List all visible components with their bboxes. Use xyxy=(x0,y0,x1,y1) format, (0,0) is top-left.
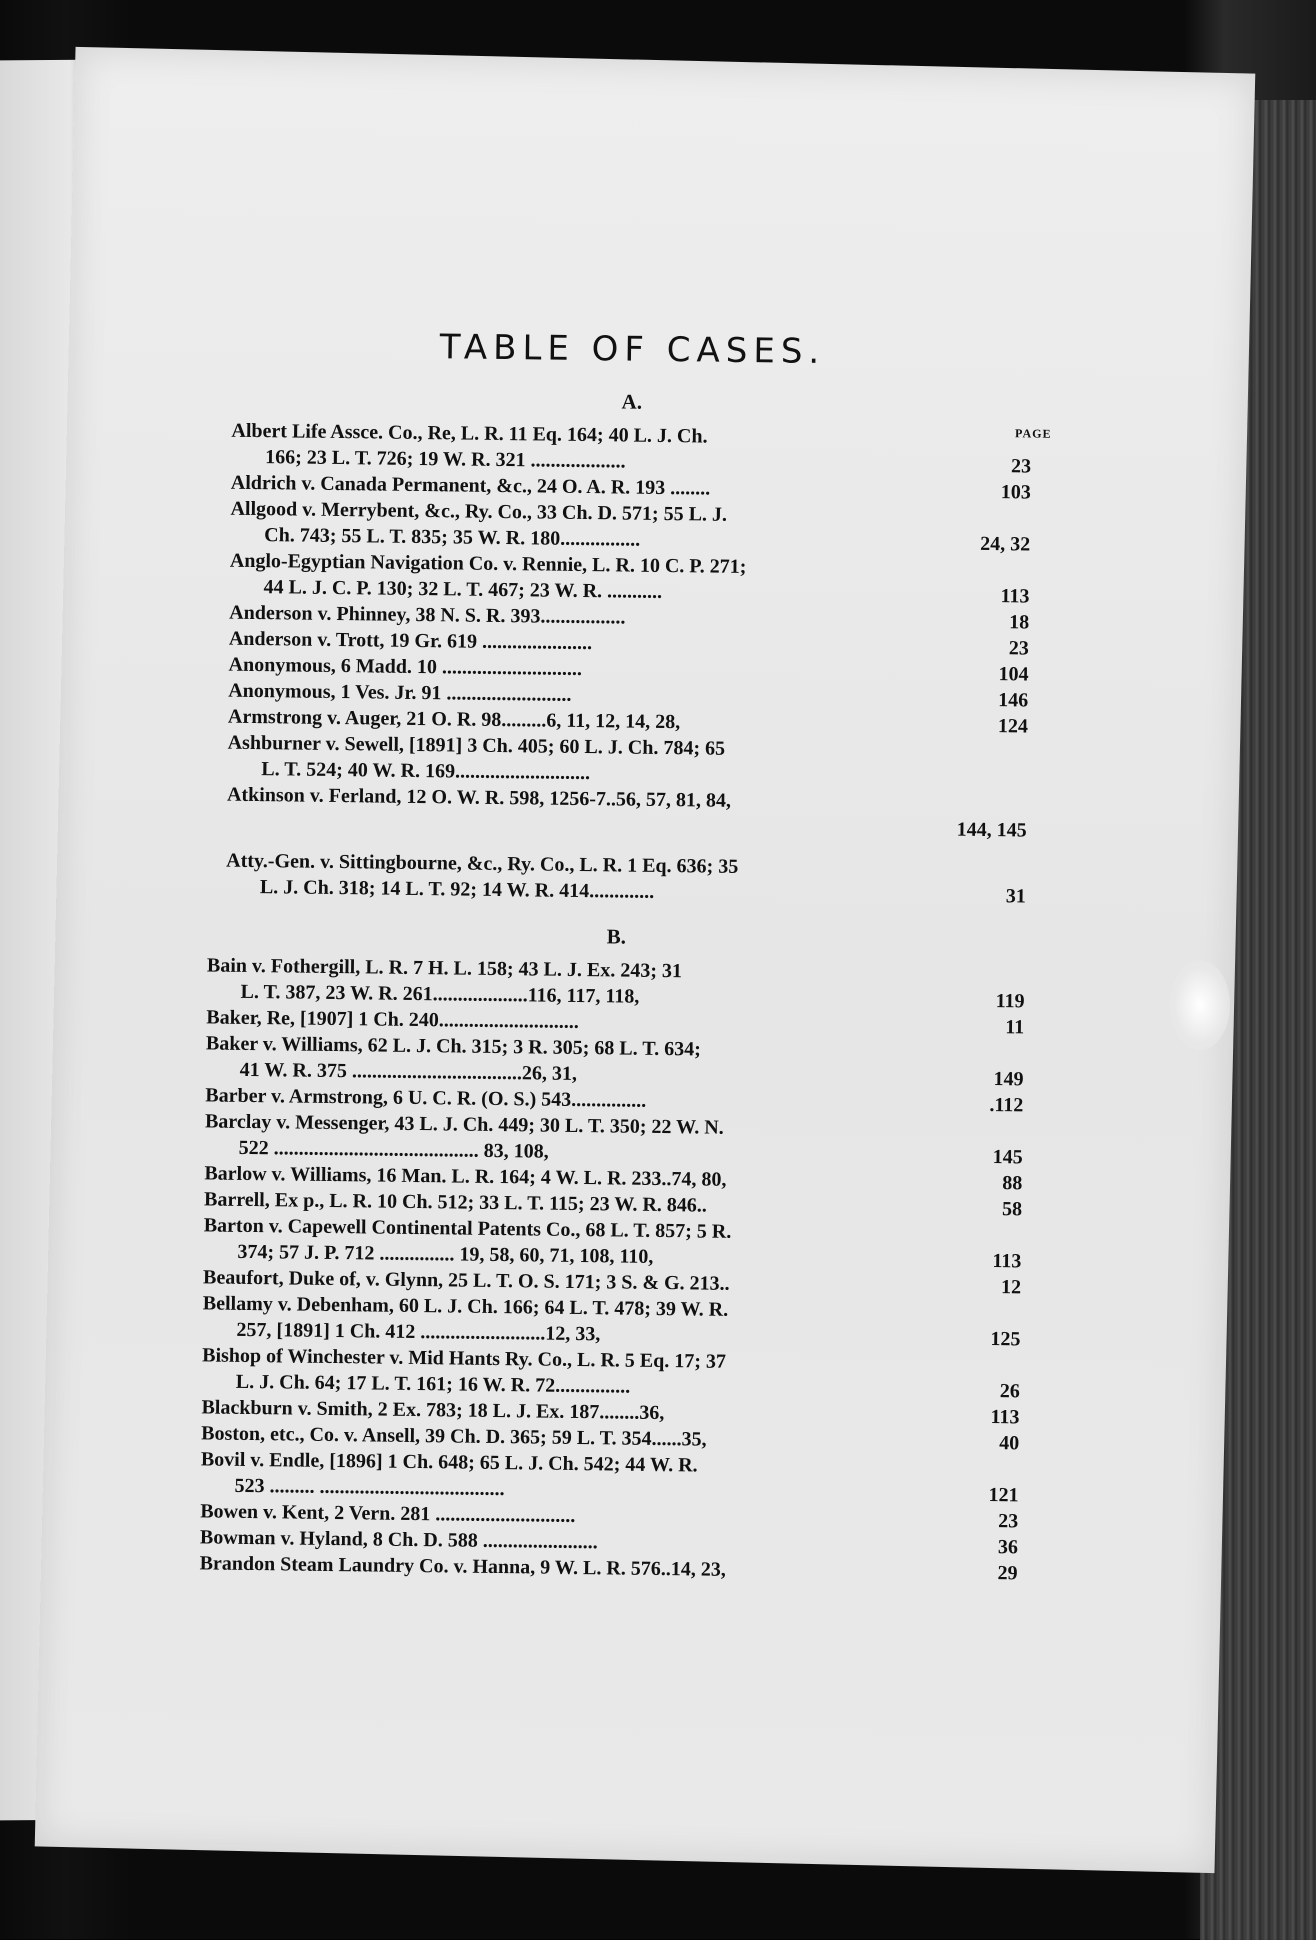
page-references: 119 xyxy=(995,990,1025,1013)
case-citation: Aldrich v. Canada Permanent, &c., 24 O. A. R. 193 ........ xyxy=(230,471,711,500)
case-citation-continued: 374; 57 J. P. 712 ............... 19, 58, 60, 71, 108, 110, xyxy=(237,1240,654,1268)
page-references: 149 xyxy=(993,1068,1024,1091)
page-references: 11 xyxy=(1005,1016,1025,1039)
page-references: 103 xyxy=(1000,481,1031,504)
scan-glare xyxy=(1170,960,1230,1050)
case-citation: Bowen v. Kent, 2 Vern. 281 ............................ xyxy=(200,1500,576,1527)
page-references: 23 xyxy=(1008,637,1030,660)
page-references: .112 xyxy=(989,1094,1024,1117)
case-citation: Bovil v. Endle, [1896] 1 Ch. 648; 65 L. J. Ch. 542; 44 W. R. xyxy=(200,1448,698,1477)
case-citation: Barlow v. Williams, 16 Man. L. R. 164; 4 W. L. R. 233..74, 80, xyxy=(204,1162,727,1191)
case-citation-continued: 257, [1891] 1 Ch. 412 .........................12, 33, xyxy=(236,1318,601,1346)
entries-list xyxy=(226,418,1032,910)
page-references: 31 xyxy=(1005,885,1026,908)
page-references: 36 xyxy=(997,1536,1019,1559)
section-a xyxy=(226,385,1052,910)
case-citation-continued: L. T. 524; 40 W. R. 169........................... xyxy=(261,758,591,785)
case-citation-continued: L. T. 387, 23 W. R. 261...................116, 117, 118, xyxy=(240,980,640,1008)
page-references: 145 xyxy=(992,1146,1023,1169)
page-column-label: PAGE xyxy=(1014,426,1052,441)
case-citation: Anderson v. Phinney, 38 N. S. R. 393................. xyxy=(229,601,626,629)
case-citation: Anderson v. Trott, 19 Gr. 619 ...................... xyxy=(228,627,593,655)
page-references: 125 xyxy=(990,1328,1021,1351)
page-references: 23 xyxy=(1010,455,1032,478)
case-citation-continued: 166; 23 L. T. 726; 19 W. R. 321 ................... xyxy=(265,446,626,473)
page-references: 29 xyxy=(997,1562,1018,1585)
case-citation: Allgood v. Merrybent, &c., Ry. Co., 33 Ch. D. 571; 55 L. J. xyxy=(230,497,728,526)
case-citation: Anonymous, 6 Madd. 10 ............................ xyxy=(228,653,583,680)
page-references: 12 xyxy=(1000,1276,1022,1299)
page-references: 58 xyxy=(1001,1198,1023,1221)
page-references: 24, 32 xyxy=(980,532,1031,556)
page-references: 113 xyxy=(1000,585,1030,608)
case-citation: Baker, Re, [1907] 1 Ch. 240............................ xyxy=(206,1006,580,1033)
case-citation: Barclay v. Messenger, 43 L. J. Ch. 449; 30 L. T. 350; 22 W. N. xyxy=(204,1110,724,1139)
case-citation: Atty.-Gen. v. Sittingbourne, &c., Ry. Co., L. R. 1 Eq. 636; 35 xyxy=(226,849,739,878)
page-title: TABLE OF CASES. xyxy=(439,327,826,372)
case-citation: Anonymous, 1 Ves. Jr. 91 ......................... xyxy=(228,679,572,706)
case-citation-continued: Ch. 743; 55 L. T. 835; 35 W. R. 180................ xyxy=(264,524,641,551)
case-entry xyxy=(227,782,1028,844)
page-references: 146 xyxy=(998,689,1029,712)
section-b xyxy=(199,919,1025,1586)
case-citation: Bellamy v. Debenham, 60 L. J. Ch. 166; 64 L. T. 478; 39 W. R. xyxy=(202,1292,729,1321)
case-citation: Atkinson v. Ferland, 12 O. W. R. 598, 1256-7..56, 57, 81, 84, xyxy=(226,783,732,812)
case-citation-continued: 523 ......... ..................................... xyxy=(234,1474,505,1501)
case-citation: Bowman v. Hyland, 8 Ch. D. 588 ....................... xyxy=(199,1526,598,1554)
case-citation: Barton v. Capewell Continental Patents Co., 68 L. T. 857; 5 R. xyxy=(203,1214,732,1243)
page-references: 113 xyxy=(990,1406,1020,1429)
case-citation-continued: 44 L. J. C. P. 130; 32 L. T. 467; 23 W. R. ........... xyxy=(263,576,663,603)
table-of-cases xyxy=(199,325,1052,1587)
case-citation: Baker v. Williams, 62 L. J. Ch. 315; 3 R. 305; 68 L. T. 634; xyxy=(205,1032,701,1061)
page-references: 88 xyxy=(1002,1172,1023,1195)
case-citation: Bishop of Winchester v. Mid Hants Ry. Co., L. R. 5 Eq. 17; 37 xyxy=(202,1344,727,1373)
case-citation: Boston, etc., Co. v. Ansell, 39 Ch. D. 365; 59 L. T. 354......35, xyxy=(201,1422,707,1451)
case-citation: Bain v. Fothergill, L. R. 7 H. L. 158; 43 L. J. Ex. 243; 31 xyxy=(206,954,683,983)
page-references: 121 xyxy=(988,1484,1019,1507)
case-citation-continued: L. J. Ch. 64; 17 L. T. 161; 16 W. R. 72............... xyxy=(235,1370,631,1398)
page-references: 23 xyxy=(998,1510,1019,1533)
page-references: 40 xyxy=(999,1432,1020,1455)
case-citation: Beaufort, Duke of, v. Glynn, 25 L. T. O. S. 171; 3 S. & G. 213.. xyxy=(202,1266,730,1295)
page-references: 144, 145 xyxy=(956,818,1027,842)
case-citation: Ashburner v. Sewell, [1891] 3 Ch. 405; 60 L. J. Ch. 784; 65 xyxy=(227,731,726,760)
case-citation-continued: L. J. Ch. 318; 14 L. T. 92; 14 W. R. 414............. xyxy=(259,876,655,903)
page-references: 124 xyxy=(997,715,1029,738)
case-citation: Blackburn v. Smith, 2 Ex. 783; 18 L. J. Ex. 187........36, xyxy=(201,1396,665,1425)
page-references: 113 xyxy=(992,1250,1022,1273)
case-citation-continued: 522 ......................................... 83, 108, xyxy=(238,1136,549,1163)
page-references: 104 xyxy=(998,663,1029,686)
case-entry xyxy=(226,848,1027,910)
case-citation: Albert Life Assce. Co., Re, L. R. 11 Eq. 164; 40 L. J. Ch. xyxy=(231,419,708,448)
section-letter: B. xyxy=(606,924,627,949)
section-letter: A. xyxy=(621,389,643,414)
case-citation: Brandon Steam Laundry Co. v. Hanna, 9 W. L. R. 576..14, 23, xyxy=(199,1552,726,1581)
entries-list xyxy=(199,952,1025,1586)
case-citation: Armstrong v. Auger, 21 O. R. 98.........6, 11, 12, 14, 28, xyxy=(227,705,681,734)
page-references: 18 xyxy=(1009,611,1030,634)
case-citation: Barrell, Ex p., L. R. 10 Ch. 512; 33 L. T. 115; 23 W. R. 846.. xyxy=(203,1188,708,1217)
page-references: 26 xyxy=(999,1380,1020,1403)
case-citation: Anglo-Egyptian Navigation Co. v. Rennie, L. R. 10 C. P. 271; xyxy=(229,549,747,578)
book-page xyxy=(35,47,1256,1873)
case-citation-continued: 41 W. R. 375 ..................................26, 31, xyxy=(239,1058,578,1085)
case-citation: Barber v. Armstrong, 6 U. C. R. (O. S.) 543............... xyxy=(205,1084,647,1112)
